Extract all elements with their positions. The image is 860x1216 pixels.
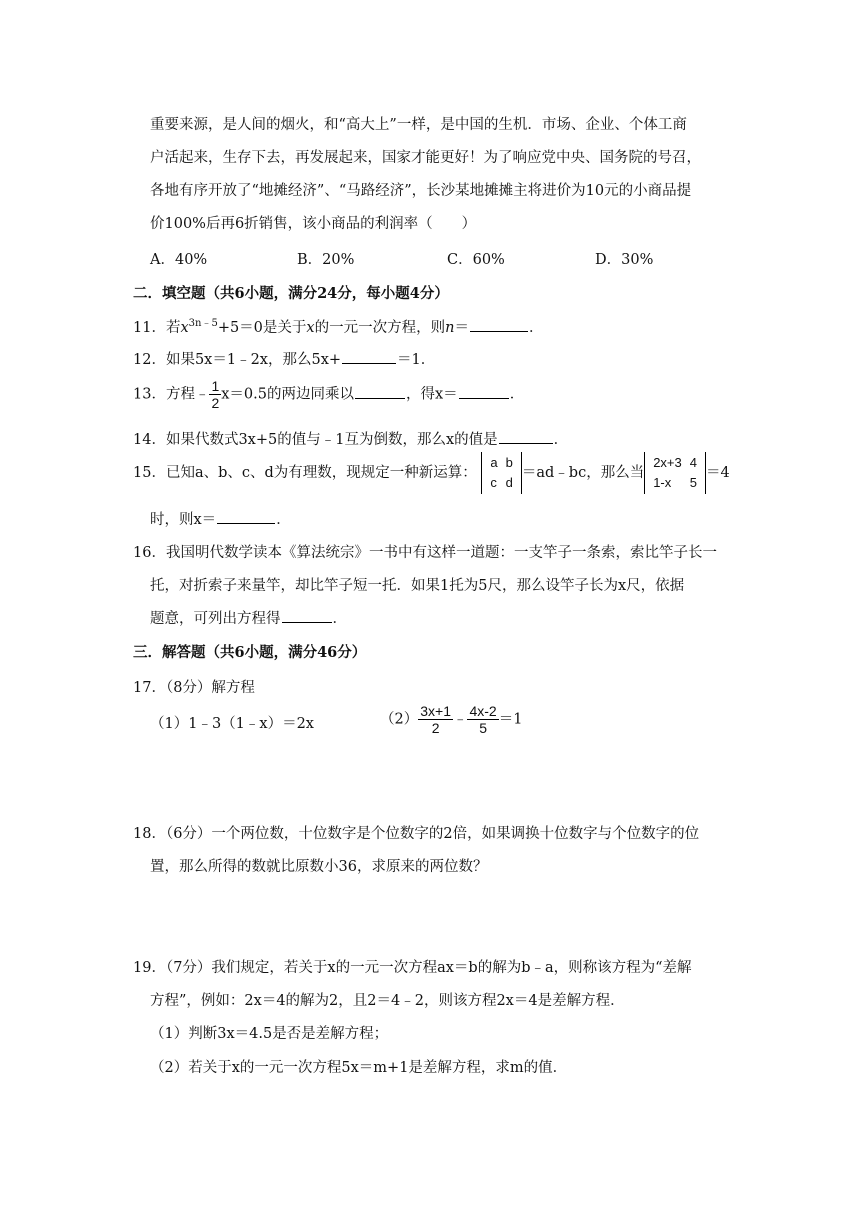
q18-line-2: 置，那么所得的数就比原数小36，求原来的两位数？: [150, 859, 488, 875]
q15-text-c: ＝4: [706, 465, 730, 481]
intro-line-1: 重要来源，是人间的烟火，和“高大上”一样，是中国的生机．市场、企业、个体工商: [150, 117, 687, 133]
q13-fraction-denominator: 2: [211, 395, 220, 411]
q17-part-2: [380, 703, 522, 736]
q12-number: 12．: [133, 352, 166, 368]
question-16: [133, 541, 717, 562]
q13-fraction-numerator: 1: [211, 378, 220, 394]
q15-determinant-abcd: [481, 452, 521, 494]
option-d: D．30%: [595, 252, 654, 268]
q12-answer-blank: [342, 349, 396, 364]
q13-text-b: x＝0.5的两边同乘以: [221, 386, 354, 403]
option-c: C．60%: [447, 252, 505, 268]
question-13: 13．方程﹣ $\frac{1}{2}$ x＝0.5的两边同乘以 ，得x＝ ．: [133, 378, 525, 411]
q17-part-2-label: （2）: [380, 711, 419, 728]
q12-text: 如果5x＝1﹣2x，那么5x+: [165, 352, 342, 368]
det2-a: 2x+3: [653, 455, 682, 470]
det2-d: 5: [689, 475, 697, 490]
q15-answer-blank: [217, 509, 275, 524]
q15-number: 15．: [133, 465, 166, 481]
q11-exponent: 3n﹣5: [188, 318, 218, 329]
q16-line-3: 题意，可列出方程得 ．: [150, 607, 347, 628]
det2-b: 4: [689, 455, 697, 470]
q17-f2-denominator: 5: [479, 720, 487, 736]
intro-line-2: 户活起来，生存下去，再发展起来，国家才能更好！为了响应党中央、国务院的号召，: [150, 150, 701, 166]
section-answer-title: 三．解答题（共6小题，满分46分）: [133, 644, 367, 661]
q17-f2-numerator: 4x-2: [469, 703, 497, 719]
q17-title: 17．（8分）解方程: [133, 680, 255, 696]
det1-a: a: [490, 455, 498, 470]
q13-number: 13．: [133, 386, 166, 403]
intro-line-4: 价100%后再6折销售，该小商品的利润率（ ）: [150, 216, 477, 232]
q11-answer-blank: [470, 317, 528, 332]
q13-blank-1: [355, 384, 405, 399]
q13-text-a: 方程﹣: [165, 386, 210, 403]
q11-text-c: 的一元一次方程，则: [314, 319, 446, 336]
q11-text-d: ＝: [454, 319, 469, 336]
q15-line-2: 时，则x＝ ．: [150, 508, 291, 529]
q16-line-1: 我国明代数学读本《算法统宗》一书中有这样一道题：一支竿子一条索，索比竿子长一: [165, 545, 717, 561]
det1-b: b: [505, 455, 513, 470]
q15-text-b: ＝ad﹣bc，那么当: [521, 465, 645, 481]
intro-line-3: 各地有序开放了“地摊经济”、“马路经济”，长沙某地摊摊主将进价为10元的小商品提: [150, 183, 692, 199]
q17-part-1: （1）1﹣3（1﹣x）＝2x: [150, 716, 314, 732]
question-11: 11．若$x^{3n﹣5}+5=0$是关于x的一元一次方程，则n＝ ．: [133, 318, 544, 336]
q17-equals: ＝1: [498, 711, 523, 728]
q16-answer-blank: [282, 608, 332, 623]
q19-line-1: 19．（7分）我们规定，若关于x的一元一次方程ax＝b的解为b﹣a，则称该方程为“差解: [133, 960, 692, 976]
det1-c: c: [490, 475, 497, 490]
question-14: 14．如果代数式3x+5的值与﹣1互为倒数，那么x的值是 ．: [133, 428, 568, 449]
q11-number: 11．: [133, 319, 166, 336]
q19-line-2: 方程”，例如：2x＝4的解为2，且2＝4﹣2，则该方程2x＝4是差解方程．: [150, 993, 625, 1009]
q16-line-3-text: 题意，可列出方程得: [150, 611, 281, 627]
q16-number: 16．: [133, 545, 166, 561]
option-b: B．20%: [297, 252, 355, 268]
section-fill-in-title: 二．填空题（共6小题，满分24分，每小题4分）: [133, 285, 449, 302]
q19-part-2: （2）若关于x的一元一次方程5x＝m+1是差解方程，求m的值．: [150, 1060, 568, 1076]
q15-text-a: 已知a、b、c、d为有理数，现规定一种新运算：: [165, 465, 477, 481]
q15-line-2-text: 时，则x＝: [150, 512, 217, 528]
q16-line-2: 托，对折索子来量竿，却比竿子短一托．如果1托为5尺，那么设竿子长为x尺，依据: [150, 578, 685, 594]
q13-fraction: [209, 378, 221, 411]
q11-text-a: 若: [165, 319, 181, 336]
option-a: A．40%: [150, 252, 208, 268]
det2-c: 1-x: [653, 475, 672, 490]
q17-fraction-1: [418, 703, 453, 736]
q14-number: 14．: [133, 432, 166, 448]
q17-minus: ﹣: [452, 711, 468, 728]
q18-line-1: 18．（6分）一个两位数，十位数字是个位数字的2倍，如果调换十位数字与个位数字的位: [133, 826, 700, 842]
question-12: [133, 348, 435, 369]
q14-text: 如果代数式3x+5的值与﹣1互为倒数，那么x的值是: [165, 432, 498, 448]
det1-d: d: [505, 475, 513, 490]
q13-blank-2: [459, 384, 509, 399]
q17-fraction-2: [467, 703, 498, 736]
q14-answer-blank: [499, 429, 553, 444]
q11-var: x: [180, 319, 189, 336]
q12-text-end: ＝1．: [397, 352, 436, 368]
q15-determinant-x: [644, 452, 706, 494]
q19-part-1: （1）判断3x＝4.5是否是差解方程；: [150, 1026, 389, 1042]
q11-text-b: +5＝0是关于: [217, 319, 307, 336]
q17-f1-denominator: 2: [431, 720, 440, 736]
q13-text-c: ，得x＝: [406, 386, 458, 403]
q17-f1-numerator: 3x+1: [420, 703, 451, 719]
question-15: [133, 452, 730, 494]
